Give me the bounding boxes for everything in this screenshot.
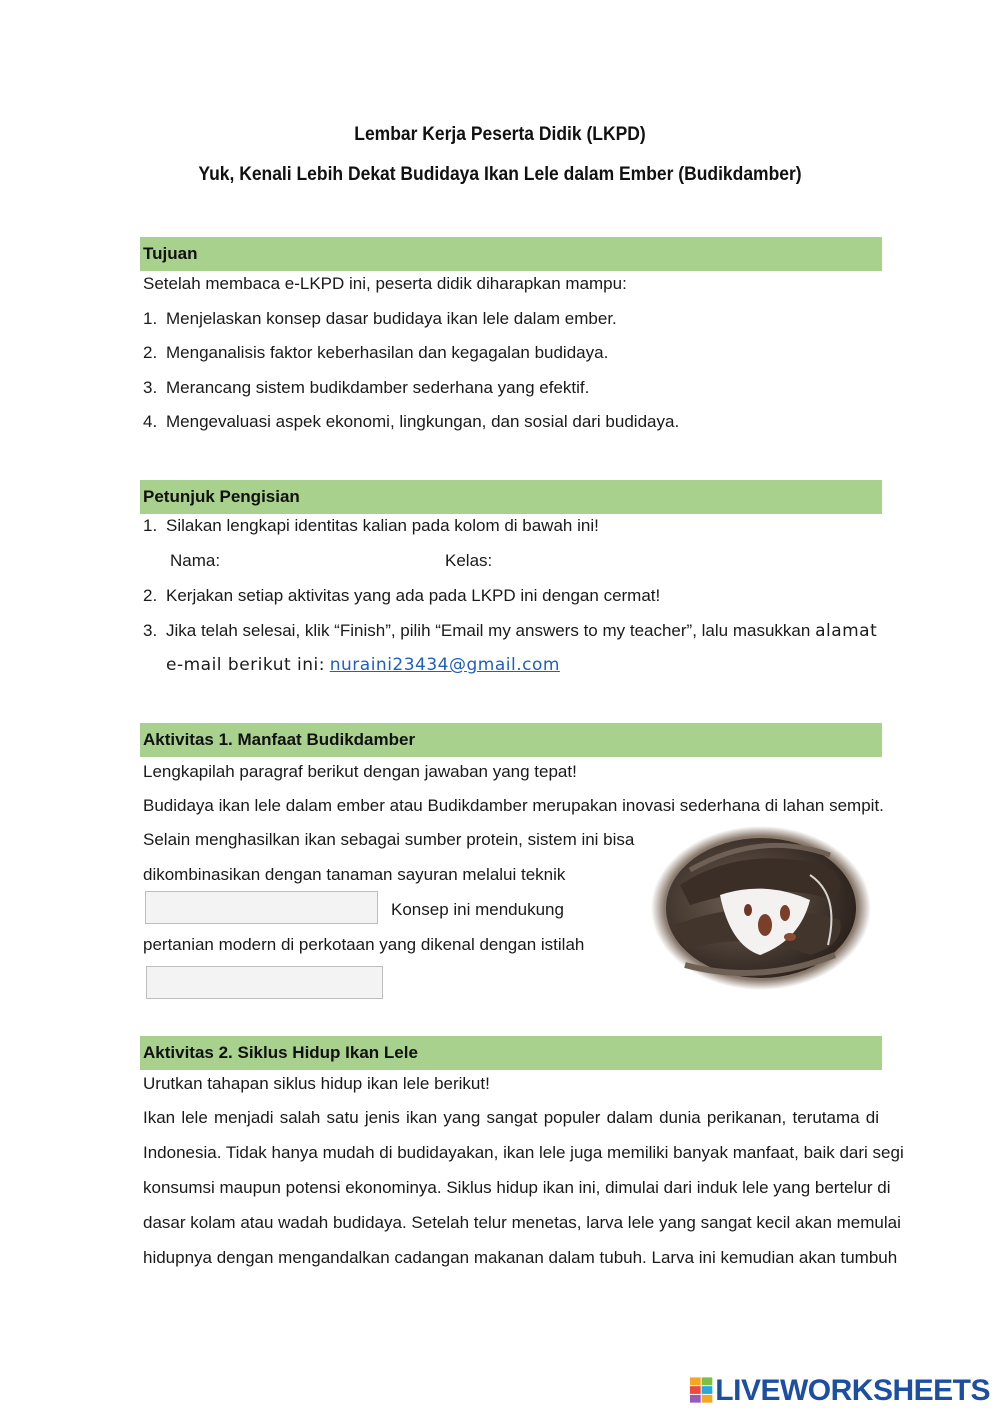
list-item: Menjelaskan konsep dasar budidaya ikan lele dalam ember.: [166, 309, 617, 328]
paragraph-line: Budidaya ikan lele dalam ember atau Budikdamber merupakan inovasi sederhana di lahan sempit.: [143, 796, 884, 815]
email-line: [166, 655, 560, 675]
instruction-text: e-mail berikut ini:: [166, 655, 325, 675]
paragraph-line: dikombinasikan dengan tanaman sayuran melalui teknik: [143, 865, 566, 884]
paragraph-line: konsumsi maupun potensi ekonominya. Siklus hidup ikan ini, dimulai dari induk lele yang bertelur di: [143, 1178, 891, 1197]
section-header-tujuan: [140, 237, 882, 271]
kelas-label: Kelas:: [445, 551, 493, 570]
tujuan-intro: Setelah membaca e-LKPD ini, peserta didik diharapkan mampu:: [143, 274, 627, 293]
paragraph-line: pertanian modern di perkotaan yang dikenal dengan istilah: [143, 935, 585, 954]
section-header-aktivitas1: [140, 723, 882, 757]
section-heading: Aktivitas 1. Manfaat Budikdamber: [143, 730, 416, 749]
aktivitas1-instruction: Lengkapilah paragraf berikut dengan jawaban yang tepat!: [143, 762, 577, 781]
list-number: 2.: [143, 343, 158, 362]
page-title: Lembar Kerja Peserta Didik (LKPD): [354, 124, 646, 145]
list-item: Menganalisis faktor keberhasilan dan kegagalan budidaya.: [166, 343, 609, 362]
section-header-aktivitas2: [140, 1036, 882, 1070]
list-number: 3.: [143, 378, 158, 397]
paragraph-line: Konsep ini mendukung: [391, 900, 564, 919]
liveworksheets-logo: [690, 1374, 990, 1408]
instruction-text: Jika telah selesai, klik “Finish”, pilih “Email my answers to my teacher”, lalu masukkan: [166, 621, 811, 640]
list-number: 2.: [143, 586, 158, 605]
answer-input-1[interactable]: [145, 891, 378, 924]
list-number: 1.: [143, 516, 158, 535]
paragraph-line: Indonesia. Tidak hanya mudah di budidayakan, ikan lele juga memiliki banyak manfaat, baik dari segi: [143, 1143, 904, 1162]
aktivitas2-instruction: Urutkan tahapan siklus hidup ikan lele berikut!: [143, 1074, 490, 1093]
list-item: Merancang sistem budikdamber sederhana yang efektif.: [166, 378, 590, 397]
list-item: Mengevaluasi aspek ekonomi, lingkungan, dan sosial dari budidaya.: [166, 412, 680, 431]
liveworksheets-icon: [690, 1377, 713, 1405]
paragraph-line: dasar kolam atau wadah budidaya. Setelah telur menetas, larva lele yang sangat kecil akan memulai: [143, 1213, 901, 1232]
paragraph-line: Selain menghasilkan ikan sebagai sumber protein, sistem ini bisa: [143, 830, 635, 849]
section-heading: Petunjuk Pengisian: [143, 487, 300, 506]
paragraph-line: Ikan lele menjadi salah satu jenis ikan yang sangat populer dalam dunia perikanan, terutama di: [143, 1108, 879, 1127]
catfish-photo: [650, 825, 872, 991]
instruction-text: alamat: [815, 621, 878, 641]
list-number: 4.: [143, 412, 158, 431]
paragraph-line: hidupnya dengan mengandalkan cadangan makanan dalam tubuh. Larva ini kemudian akan tumbuh: [143, 1248, 898, 1267]
nama-label: Nama:: [170, 551, 221, 570]
email-link[interactable]: nuraini23434@gmail.com: [329, 655, 560, 675]
section-header-petunjuk: [140, 480, 882, 514]
list-item: [166, 621, 877, 641]
brand-name: LIVEWORKSHEETS: [715, 1374, 990, 1407]
section-heading: Aktivitas 2. Siklus Hidup Ikan Lele: [143, 1043, 418, 1062]
section-heading: Tujuan: [143, 244, 198, 263]
answer-input-2[interactable]: [146, 966, 383, 999]
list-number: 1.: [143, 309, 158, 328]
list-number: 3.: [143, 621, 158, 640]
page-subtitle: Yuk, Kenali Lebih Dekat Budidaya Ikan Lele dalam Ember (Budikdamber): [198, 164, 802, 185]
list-item: Silakan lengkapi identitas kalian pada kolom di bawah ini!: [166, 516, 599, 535]
list-item: Kerjakan setiap aktivitas yang ada pada LKPD ini dengan cermat!: [166, 586, 661, 605]
